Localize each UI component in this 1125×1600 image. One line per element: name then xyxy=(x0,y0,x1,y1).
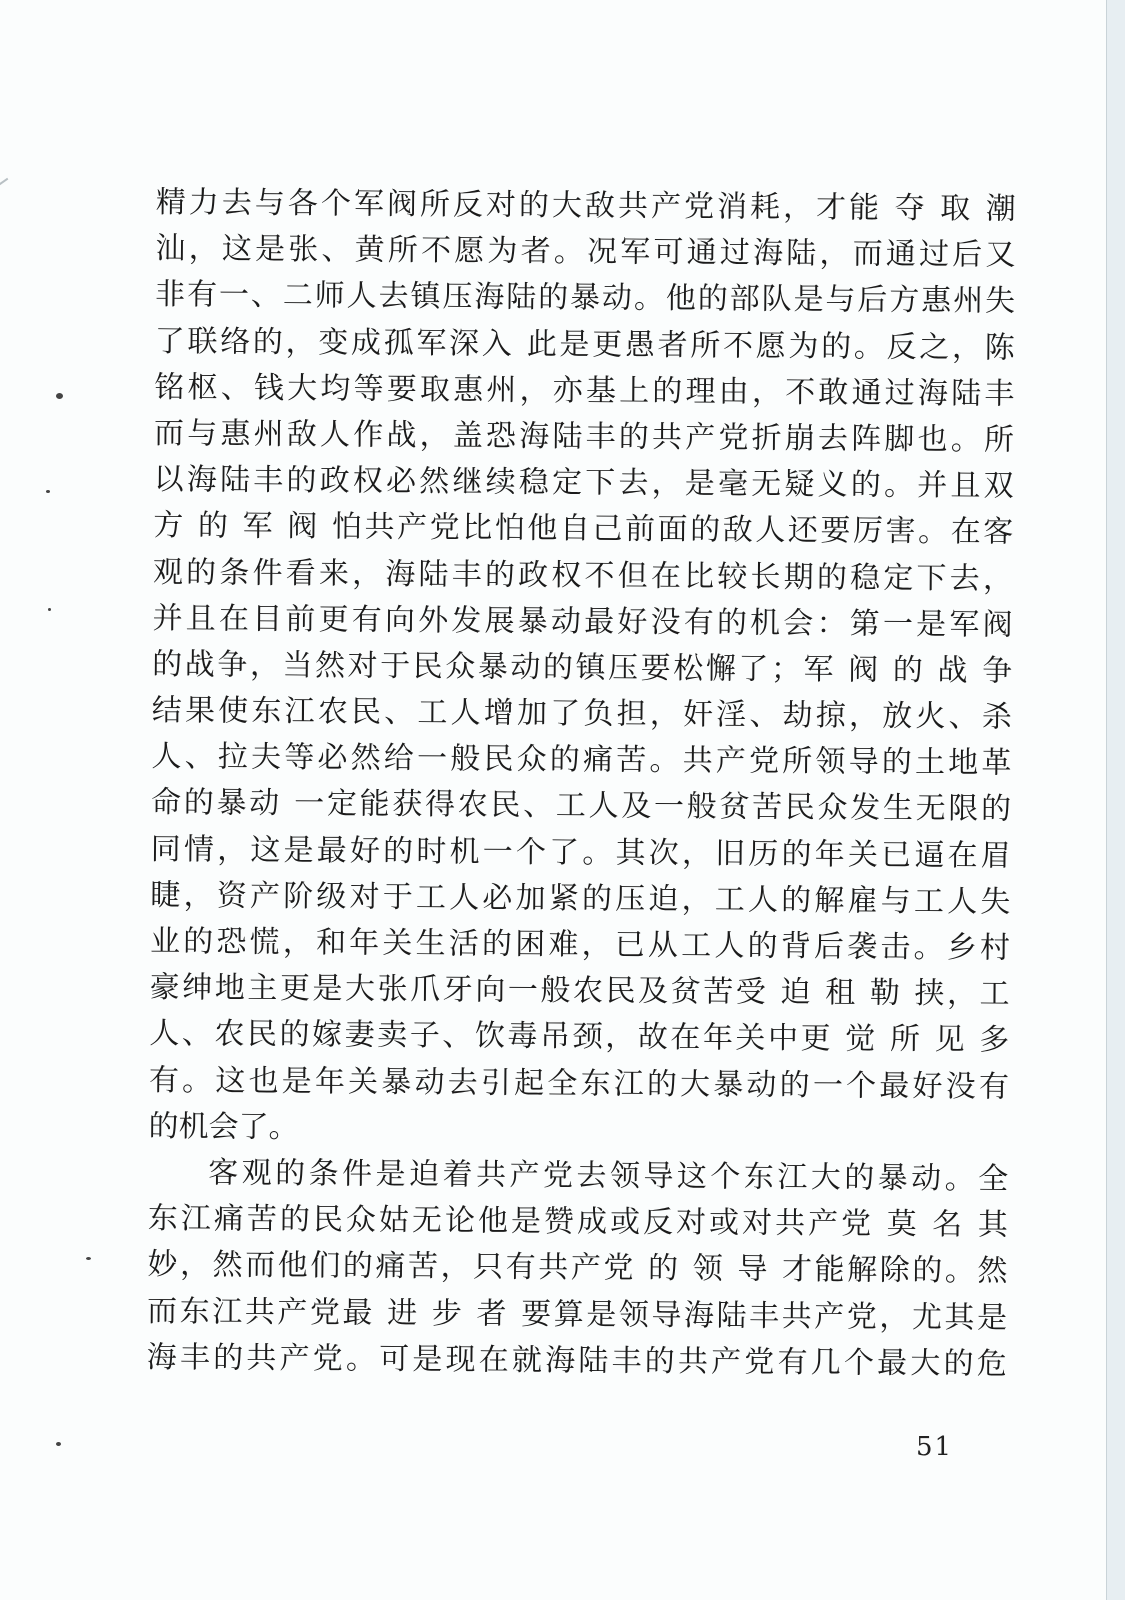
scanner-edge xyxy=(1106,0,1125,1600)
text-line: 有。这也是年关暴动去引起全东江的大暴动的一个最好没有 xyxy=(148,1062,1010,1105)
text-line: 人、拉夫等必然给一般民众的痛苦。共产党所领导的土地革 xyxy=(151,739,1012,781)
text-line: 睫，资产阶级对于工人必加紧的压迫，工人的解雇与工人失 xyxy=(150,877,1011,920)
scan-edge-mark xyxy=(0,178,26,215)
text-line: 了联络的，变成孤军深入 此是更愚者所不愿为的。反之，陈 xyxy=(154,323,1015,366)
text-line: 东江痛苦的民众姑无论他是赞成或反对或对共产党 莫 名 其 xyxy=(147,1201,1008,1243)
body-text xyxy=(147,180,1016,1388)
text-line: 铭枢、钱大均等要取惠州，亦基上的理由，不敢通过海陆丰 xyxy=(154,369,1015,412)
text-line: 妙，然而他们的痛苦，只有共产党 的 领 导 才能解除的。然 xyxy=(147,1247,1008,1290)
text-line: 的战争，当然对于民众暴动的镇压要松懈了；军 阀 的 战 争 xyxy=(152,646,1013,689)
speck-mark xyxy=(46,490,50,493)
text-line: 的机会了。 xyxy=(148,1108,299,1145)
text-line: 人、农民的嫁妻卖子、饮毒吊颈，故在年关中更 觉 所 见 多 xyxy=(149,1016,1010,1059)
text-line: 豪绅地主更是大张爪牙向一般农民及贫苦受 迫 租 勒 挟，工 xyxy=(149,970,1010,1012)
speck-mark xyxy=(56,1442,61,1446)
text-line: 客观的条件是迫着共产党去领导这个东江大的暴动。全 xyxy=(208,1155,1009,1197)
text-line: 并且在目前更有向外发展暴动最好没有的机会：第一是军阀 xyxy=(152,600,1013,643)
text-line: 方 的 军 阀 怕共产党比怕他自己前面的敌人还要厉害。在客 xyxy=(153,508,1014,551)
paragraph-1 xyxy=(148,180,1016,1157)
text-line: 以海陆丰的政权必然继续稳定下去，是毫无疑义的。并且双 xyxy=(153,462,1014,504)
speck-mark xyxy=(86,1257,91,1260)
speck-mark xyxy=(48,608,51,611)
paragraph-2 xyxy=(147,1150,1009,1388)
text-line: 而与惠州敌人作战，盖恐海陆丰的共产党折崩去阵脚也。所 xyxy=(153,415,1015,458)
speck-mark xyxy=(56,393,63,399)
text-line: 结果使东江农民、工人增加了负担，奸淫、劫掠，放火、杀 xyxy=(151,693,1012,735)
text-line: 精力去与各个军阀所反对的大敌共产党消耗，才能 夺 取 潮 xyxy=(155,184,1016,227)
text-line: 观的条件看来，海陆丰的政权不但在比较长期的稳定下去， xyxy=(152,554,1014,597)
text-line: 命的暴动 一定能获得农民、工人及一般贫苦民众发生无限的 xyxy=(150,785,1012,828)
text-line: 同情，这是最好的时机一个了。其次，旧历的年关已逼在眉 xyxy=(150,831,1011,874)
page-number: 51 xyxy=(916,1432,954,1462)
text-line: 汕，这是张、黄所不愿为者。况军可通过海陆，而通过后又 xyxy=(155,231,1016,273)
text-line: 业的恐慌，和年关生活的困难，已从工人的背后袭击。乡村 xyxy=(149,923,1011,966)
text-line: 非有一、二师人去镇压海陆的暴动。他的部队是与后方惠州失 xyxy=(154,277,1016,320)
text-line: 而东江共产党最 进 步 者 要算是领导海陆丰共产党，尤其是 xyxy=(146,1293,1008,1336)
text-line: 海丰的共产党。可是现在就海陆丰的共产党有几个最大的危 xyxy=(146,1339,1007,1382)
